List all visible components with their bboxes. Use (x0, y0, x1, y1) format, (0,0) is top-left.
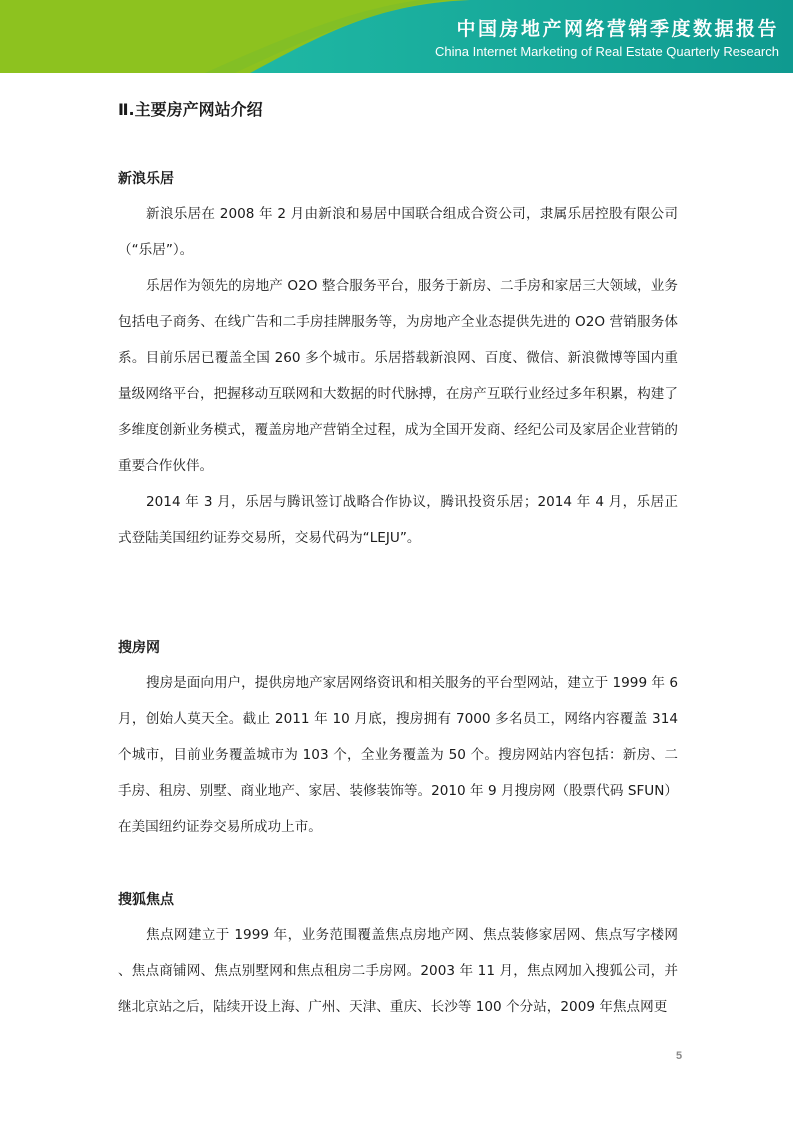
site-heading-leju: 新浪乐居 (118, 171, 174, 187)
leju-paragraph-ipo: 2014 年 3 月，乐居与腾讯签订战略合作协议，腾讯投资乐居；2014 年 4 月，乐居正式登陆美国纽约证券交易所，交易代码为“LEJU”。 (118, 494, 678, 546)
section-heading: Ⅱ.主要房产网站介绍 (118, 100, 263, 119)
header-banner (0, 0, 793, 73)
focus-paragraph: 焦点网建立于 1999 年，业务范围覆盖焦点房地产网、焦点装修家居网、焦点写字楼网、焦点商铺网、焦点别墅网和焦点租房二手房网。2003 年 11 月，焦点网加入搜狐公司，并继北京站之后，陆续开设上海、广州、天津、重庆、长沙等 100 个分站，2009 年焦点网更 (118, 927, 678, 1015)
report-subtitle: China Internet Marketing of Real Estate Quarterly Research (435, 44, 779, 59)
page-number: 5 (676, 1050, 683, 1062)
report-title: 中国房地产网络营销季度数据报告 (456, 18, 779, 40)
site-heading-soufun: 搜房网 (118, 640, 160, 656)
soufun-paragraph: 搜房是面向用户，提供房地产家居网络资讯和相关服务的平台型网站，建立于 1999 年 6 月，创始人莫天全。截止 2011 年 10 月底，搜房拥有 7000 多名员工，网络内容覆盖 314 个城市，目前业务覆盖城市为 103 个，全业务覆盖为 50 个。搜房网站内容包括：新房、二手房、租房、别墅、商业地产、家居、装修装饰等。2010 年 9 月搜房网（股票代码 SFUN）在美国纽约证券交易所成功上市。 (118, 675, 678, 835)
site-heading-focus: 搜狐焦点 (118, 892, 174, 908)
leju-paragraph-intro: 新浪乐居在 2008 年 2 月由新浪和易居中国联合组成合资公司，隶属乐居控股有限公司（“乐居”）。 (118, 206, 678, 258)
leju-paragraph-business: 乐居作为领先的房地产 O2O 整合服务平台，服务于新房、二手房和家居三大领域，业务包括电子商务、在线广告和二手房挂牌服务等，为房地产全业态提供先进的 O2O 营销服务体系。目前乐居已覆盖全国 260 多个城市。乐居搭载新浪网、百度、微信、新浪微博等国内重量级网络平台，把握移动互联网和大数据的时代脉搏，在房产互联行业经过多年积累，构建了多维度创新业务模式，覆盖房地产营销全过程，成为全国开发商、经纪公司及家居企业营销的重要合作伙伴。 (118, 278, 678, 474)
